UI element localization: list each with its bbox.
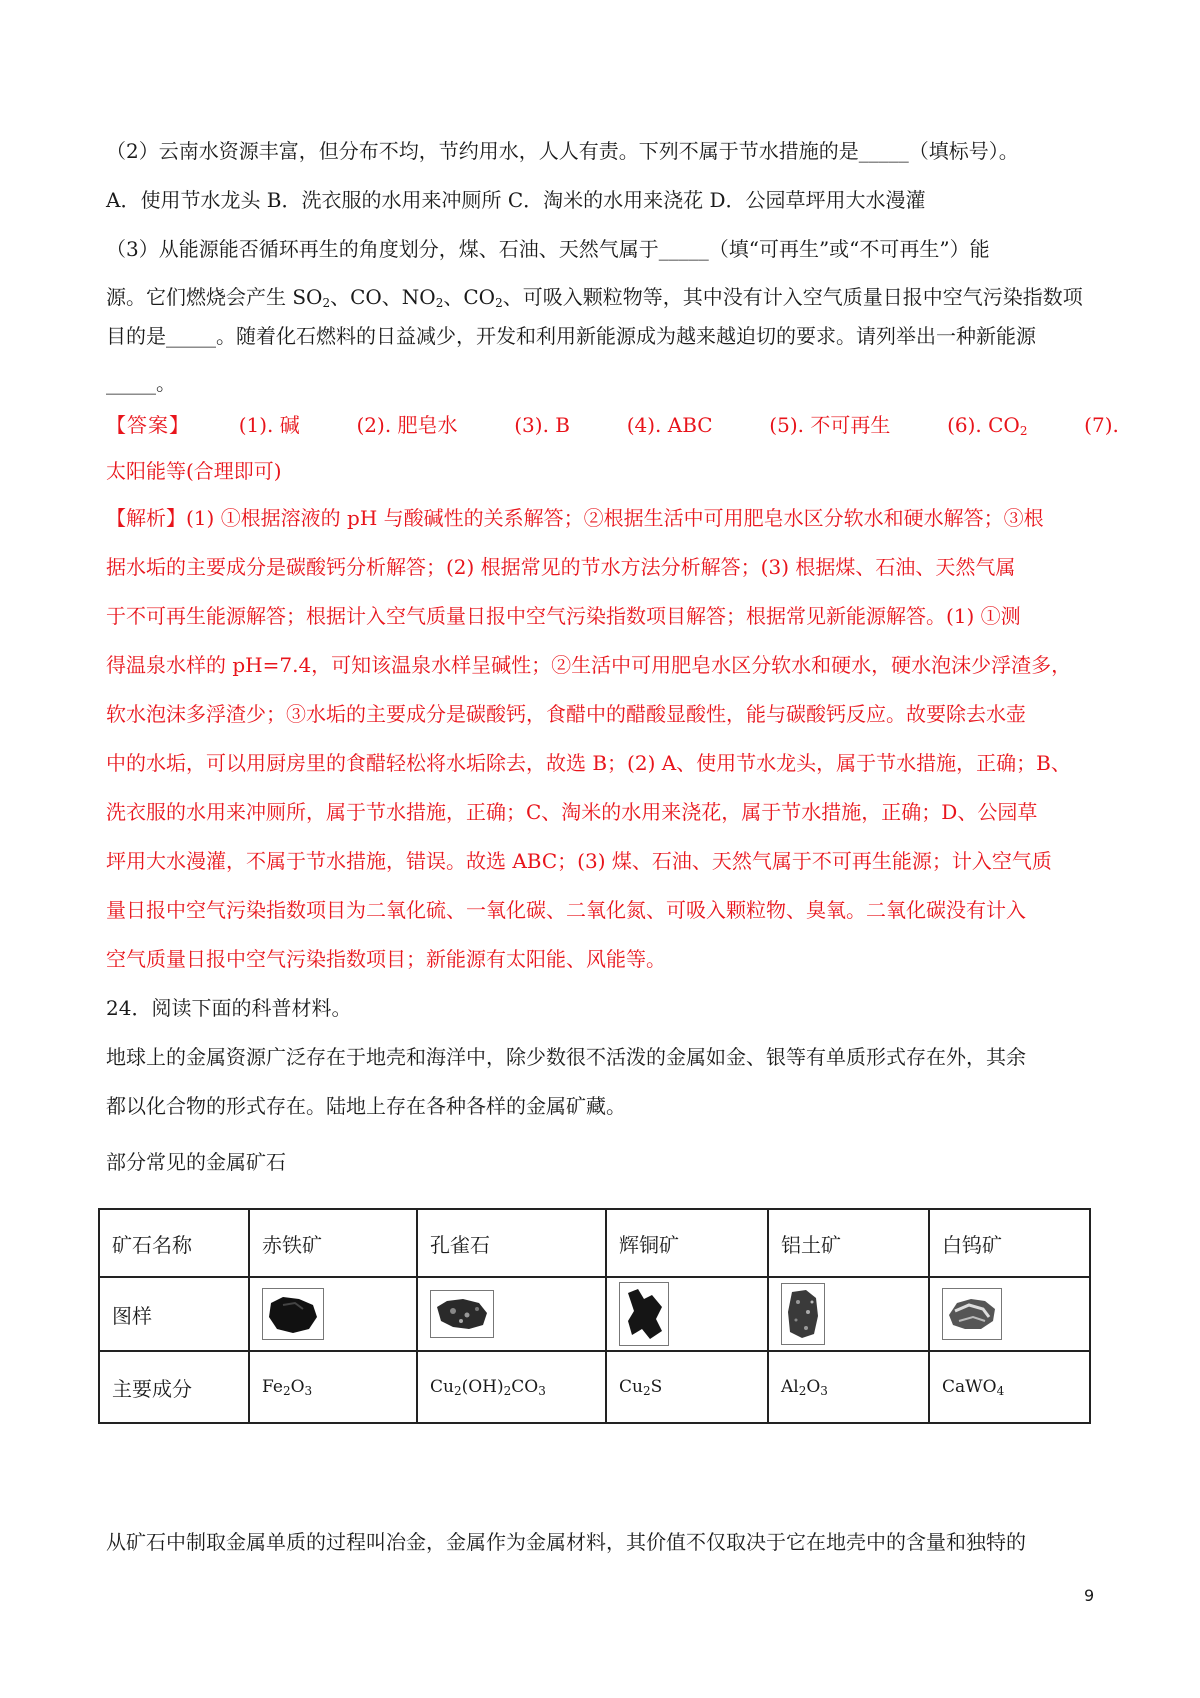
ore-formula: $Fe_2O_3$ [249,1351,417,1423]
row-label-image: 图样 [99,1277,249,1351]
ore-formula: CaWO$_4$ [929,1351,1090,1423]
ore-name: 辉铜矿 [606,1209,768,1277]
hematite-image [262,1288,324,1340]
page-number: 9 [1084,1586,1095,1605]
analysis-line-10: 空气质量日报中空气污染指数项目；新能源有太阳能、风能等。 [106,947,666,971]
ore-formula: $Cu_2S$ [606,1351,768,1423]
q24-paragraph-2: 从矿石中制取金属单质的过程叫冶金，金属作为金属材料，其价值不仅取决于它在地壳中的含量和独特的 [106,1530,1026,1554]
malachite-image [430,1290,494,1338]
answer-line [106,411,1119,439]
table-row [99,1277,1090,1351]
answer-item-7: (7). [1084,413,1119,437]
table-row [99,1351,1090,1423]
answer-item-2: (2). 肥皂水 [356,413,458,437]
analysis-line-9: 量日报中空气污染指数项目为二氧化硫、一氧化碳、二氧化氮、可吸入颗粒物、臭氧。二氧化碳没有计入 [106,898,1026,922]
table-row [99,1209,1090,1277]
q24-paragraph-1-line-1: 地球上的金属资源广泛存在于地壳和海洋中，除少数很不活泼的金属如金、银等有单质形式存在外，其余 [106,1045,1026,1069]
answer-item-7-continued: 太阳能等(合理即可) [106,459,282,483]
ore-name: 赤铁矿 [249,1209,417,1277]
answer-item-4: (4). ABC [626,413,713,437]
analysis-label: 【解析】 [106,506,186,530]
q2-options: A．使用节水龙头 B．洗衣服的水用来冲厕所 C．淘米的水用来浇花 D．公园草坪用大水漫灌 [106,188,926,212]
table-caption: 部分常见的金属矿石 [106,1150,286,1174]
chalcocite-image [619,1282,669,1346]
row-label-name: 矿石名称 [99,1209,249,1277]
q24-paragraph-1-line-2: 都以化合物的形式存在。陆地上存在各种各样的金属矿藏。 [106,1094,626,1118]
q3-line-2: 源。它们燃烧会产生 $SO_2$、CO、$NO_2$、$CO_2$、可吸入颗粒物等，其中没有计入空气质量日报中空气污染指数项 [106,285,1083,310]
ore-table [98,1208,1091,1424]
answer-item-5: (5). 不可再生 [769,413,891,437]
answer-item-1: (1). 碱 [238,413,300,437]
analysis-line-8: 坪用大水漫灌，不属于节水措施，错误。故选 ABC；(3) 煤、石油、天然气属于不可再生能源；计入空气质 [106,849,1052,873]
q3-line-1: （3）从能源能否循环再生的角度划分，煤、石油、天然气属于_____（填“可再生”或“不可再生”）能 [106,237,990,261]
ore-formula: $Al_2O_3$ [768,1351,929,1423]
ore-name: 铝土矿 [768,1209,929,1277]
row-label-composition: 主要成分 [99,1351,249,1423]
ore-name: 孔雀石 [417,1209,606,1277]
ore-name: 白钨矿 [929,1209,1090,1277]
q3-line-4: _____。 [106,371,176,395]
analysis-line-4: 得温泉水样的 pH=7.4，可知该温泉水样呈碱性；②生活中可用肥皂水区分软水和硬水，硬水泡沫少浮渣多， [106,653,1072,677]
bauxite-image [781,1283,825,1345]
analysis-line-1: 【解析】(1) ①根据溶液的 pH 与酸碱性的关系解答；②根据生活中可用肥皂水区分软水和硬水解答；③根 [106,506,1044,530]
answer-item-3: (3). B [514,413,570,437]
analysis-line-5: 软水泡沫多浮渣少；③水垢的主要成分是碳酸钙，食醋中的醋酸显酸性，能与碳酸钙反应。故要除去水壶 [106,702,1026,726]
answer-label: 【答案】 [106,413,190,437]
q3-line-3: 目的是_____。随着化石燃料的日益减少，开发和利用新能源成为越来越迫切的要求。请列举出一种新能源 [106,324,1036,348]
answer-item-6: (6). $CO_2$ [947,413,1028,438]
analysis-line-3: 于不可再生能源解答；根据计入空气质量日报中空气污染指数项目解答；根据常见新能源解答。(1) ①测 [106,604,1021,628]
analysis-line-2: 据水垢的主要成分是碳酸钙分析解答；(2) 根据常见的节水方法分析解答；(3) 根据煤、石油、天然气属 [106,555,1016,579]
q2-stem: （2）云南水资源丰富，但分布不均，节约用水，人人有责。下列不属于节水措施的是_____（填标号）。 [106,139,1019,163]
scheelite-image [942,1288,1002,1340]
ore-formula: $Cu_2(OH)_2CO_3$ [417,1351,606,1423]
analysis-line-7: 洗衣服的水用来冲厕所，属于节水措施，正确；C、淘米的水用来浇花，属于节水措施，正确；D、公园草 [106,800,1038,824]
q24-title: 24．阅读下面的科普材料。 [106,996,352,1020]
analysis-line-6: 中的水垢，可以用厨房里的食醋轻松将水垢除去，故选 B；(2) A、使用节水龙头，属于节水措施，正确；B、 [106,751,1071,775]
